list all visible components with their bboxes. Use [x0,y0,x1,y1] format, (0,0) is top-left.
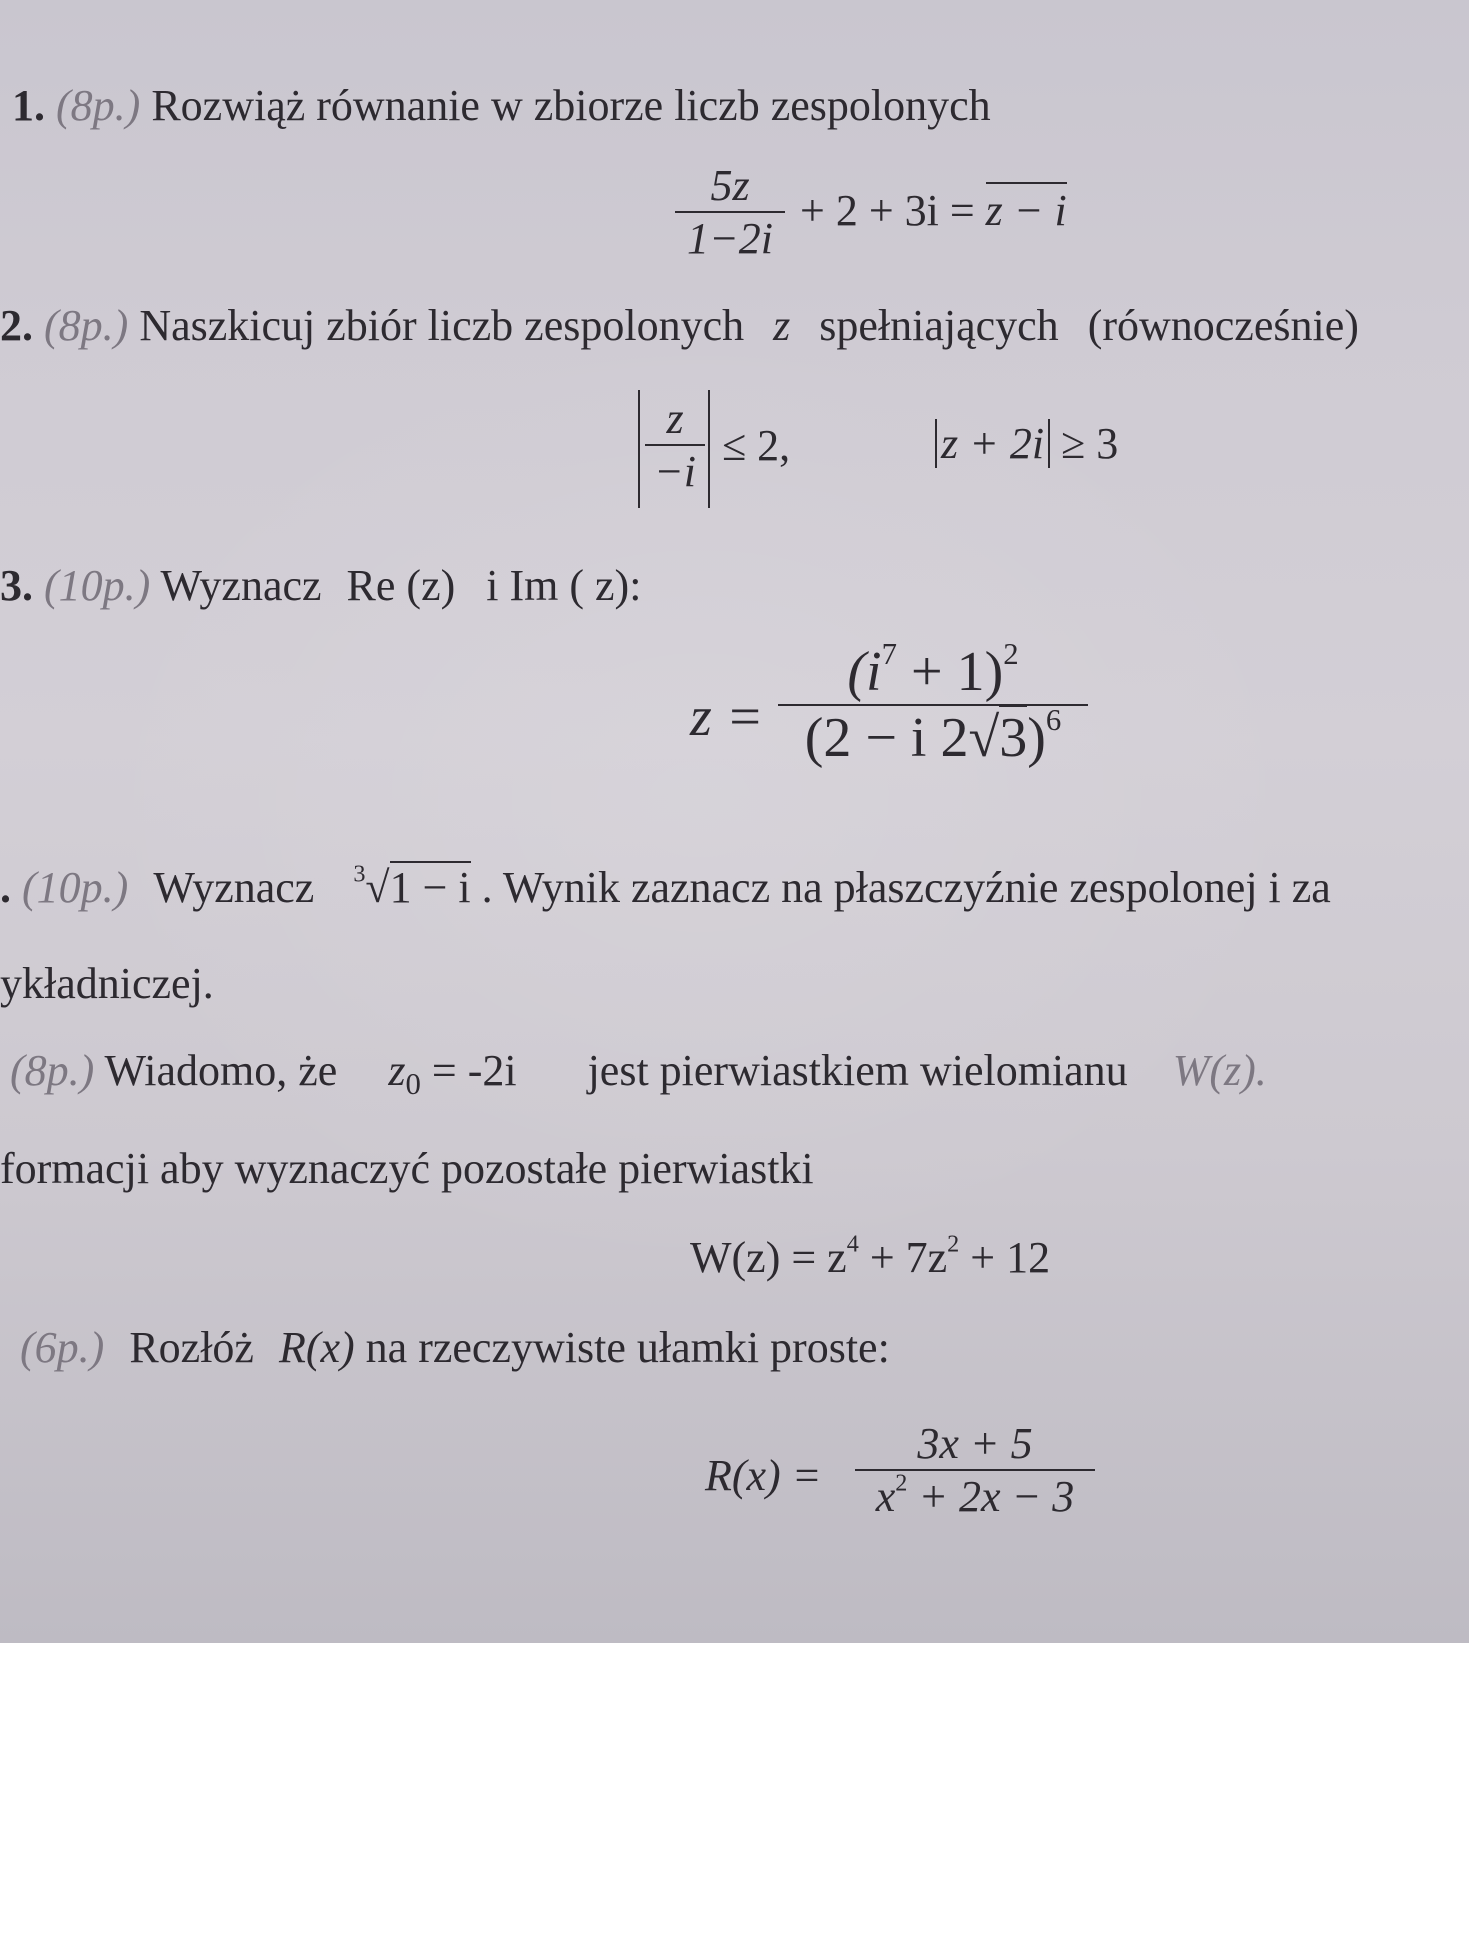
problem-3-numerator [778,636,1088,704]
problem-2-cond2-group [935,418,1118,469]
problem-6-den-a: x [875,1472,896,1521]
problem-2-cond2: ≥ 3 [1061,419,1119,468]
problem-6-text-b: na rzeczywiste ułamki proste: [365,1323,890,1372]
problem-2-text-b: spełniających [819,301,1059,350]
problem-1-denominator: 1−2i [687,214,773,263]
problem-1-rhs: + 2 + 3i = [800,186,975,235]
problem-2-text-a: Naszkicuj zbiór liczb zespolonych [139,301,745,350]
problem-3-connector: i [486,561,499,610]
problem-2-var: z [773,301,791,350]
sqrt-sign: √ [365,863,390,912]
problem-6-rx: R(x) [278,1323,355,1372]
problem-3-num-base: (i [847,641,882,703]
problem-3-im: Im ( z): [509,561,642,610]
abs-bar-left [638,390,640,508]
problem-3-header [0,560,641,611]
problem-2-text-c: (równocześnie) [1087,301,1359,350]
problem-2-points: (8p.) [44,301,129,350]
problem-3-den-root: 3 [999,707,1028,769]
problem-3-num-exp: 2 [1003,636,1019,671]
problem-3-text: Wyznacz [160,561,322,610]
problem-1-number: 1. [12,81,45,130]
problem-3-num-exp-i: 7 [881,636,897,671]
problem-2-numerator: z [666,394,684,443]
problem-4-text-a: Wyznacz [153,863,315,912]
problem-5-z0-sub: 0 [405,1067,421,1102]
problem-6-fraction [855,1418,1095,1522]
problem-5-z0-val: = -2i [431,1046,517,1095]
problem-1-points: (8p.) [56,81,141,130]
problem-5-text-a: Wiadomo, że [104,1046,338,1095]
problem-6-denominator [855,1471,1095,1522]
problem-5-w: W(z). [1172,1046,1267,1095]
problem-2-fraction [645,393,705,497]
problem-6-den-exp: 2 [895,1469,908,1497]
problem-3-points: (10p.) [44,561,151,610]
problem-1-fraction [675,160,785,264]
problem-4-line-2: ykładniczej. [0,959,214,1008]
problem-3-num-rest: + 1) [896,641,1004,703]
problem-4-number: . [0,863,11,912]
problem-6-den-b: + 2x − 3 [907,1472,1075,1521]
problem-5-tail: + 12 [959,1233,1051,1282]
problem-2-abs2: z + 2i [935,419,1050,468]
problem-2-number: 2. [0,301,33,350]
problem-6-lhs: R(x) = [705,1451,822,1500]
problem-4-root [353,860,471,912]
problem-5-line-2: formacji aby wyznaczyć pozostałe pierwiastki [0,1144,814,1193]
problem-3-re: Re (z) [346,561,456,610]
problem-6-header [20,1322,890,1373]
problem-3-den-exp: 6 [1045,702,1062,737]
problem-6-numerator: 3x + 5 [917,1419,1033,1468]
problem-5-e1: 4 [846,1230,859,1258]
problem-5-z0: z [388,1046,406,1095]
problem-2-cond1: ≤ 2, [722,421,791,470]
problem-4-text-b: . Wynik zaznacz na płaszczyźnie zespolonej i za [481,863,1331,912]
problem-4-points: (10p.) [22,863,129,912]
sqrt-sign: √ [968,707,1000,769]
problem-5-formula [690,1232,1050,1283]
problem-5-points: (8p.) [10,1046,95,1095]
problem-5-header [10,1045,1267,1102]
problem-4-root-index: 3 [353,860,366,888]
problem-1-conjugate: z − i [986,182,1067,235]
problem-5-mid: + 7z [858,1233,948,1282]
problem-5-text-b: jest pierwiastkiem wielomianu [587,1046,1128,1095]
problem-2-denominator: −i [654,447,696,496]
problem-3-den-b: ) [1027,707,1046,769]
problem-4-header [0,862,1331,913]
problem-3-lhs: z = [690,686,764,748]
problem-2-header [0,300,1359,351]
problem-3-den-a: (2 − i 2 [804,707,969,769]
problem-1-header [12,80,991,131]
problem-4-root-body: 1 − i [389,863,471,912]
problem-3-denominator [778,702,1088,770]
problem-5-e2: 2 [947,1230,960,1258]
problem-6-text-a: Rozłóż [129,1323,254,1372]
problem-6-points: (6p.) [20,1323,105,1372]
problem-1-text: Rozwiąż równanie w zbiorze liczb zespolonych [151,81,991,130]
problem-1-numerator: 5z [710,161,750,210]
problem-1-equation-rhs [800,185,1067,236]
problem-5-lhs: W(z) = z [690,1233,847,1282]
problem-3-fraction [778,636,1088,770]
problem-3-number: 3. [0,561,33,610]
abs-bar-right [708,390,710,508]
